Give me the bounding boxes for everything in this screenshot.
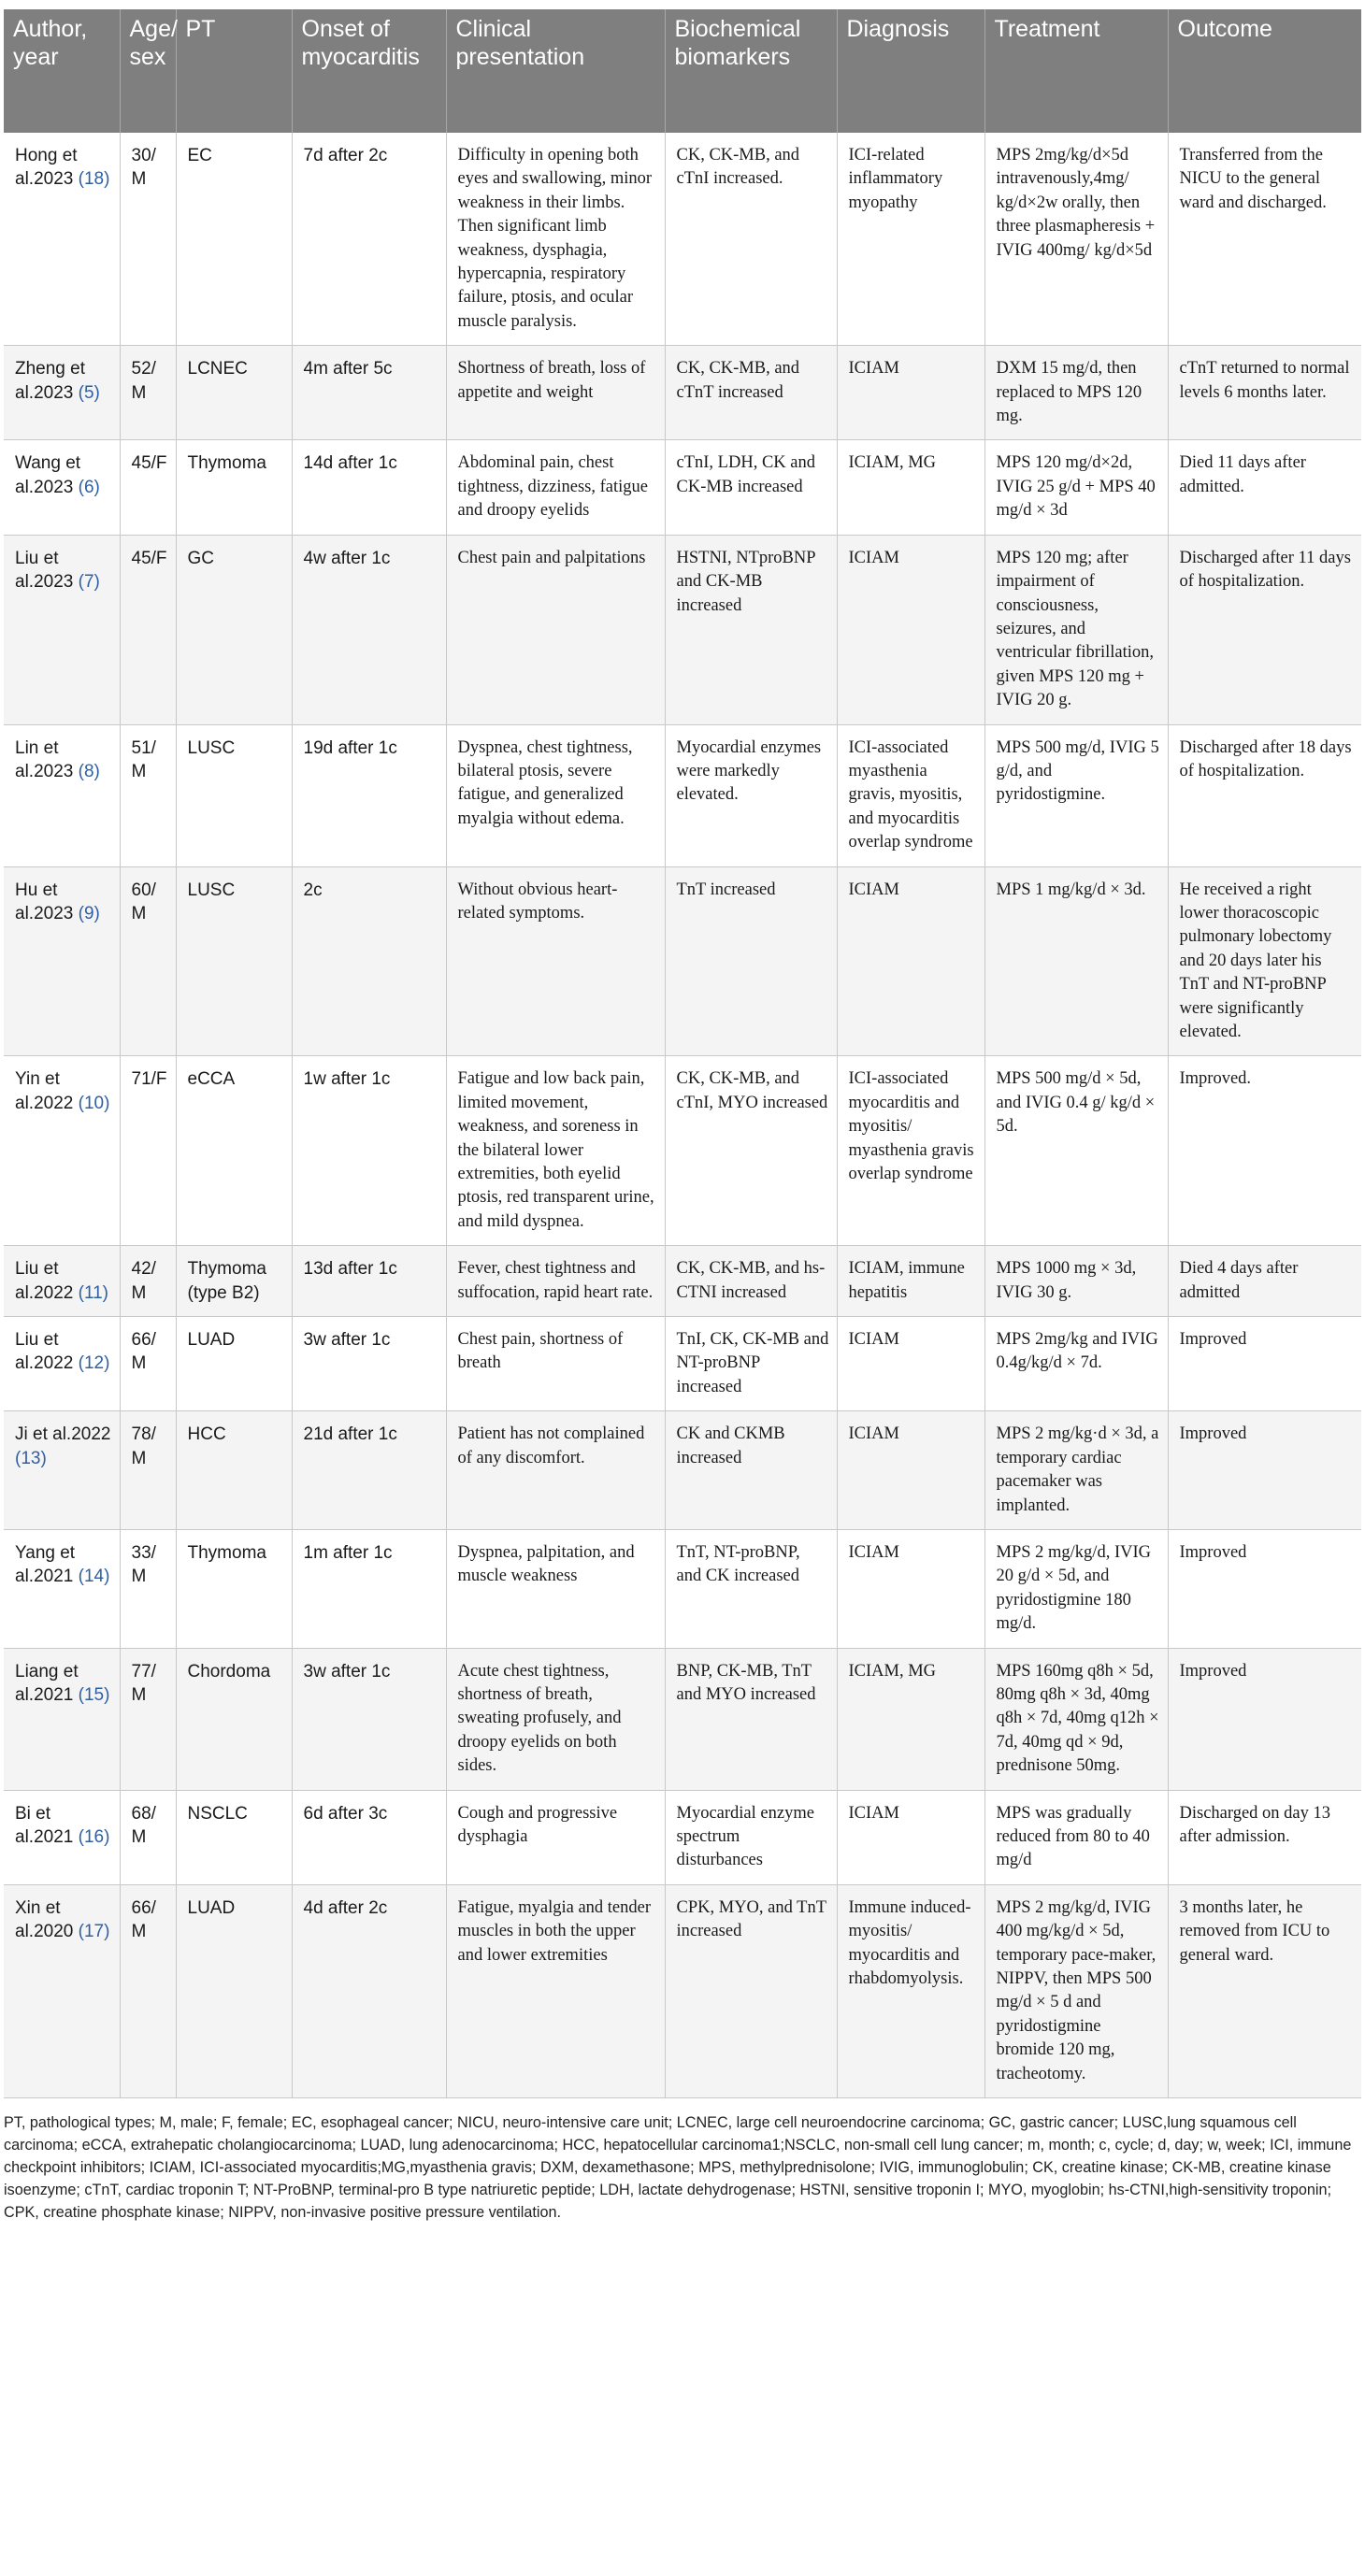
author-year-text: Liu et al.2022 bbox=[15, 1259, 74, 1303]
reference-link[interactable]: (13) bbox=[15, 1448, 47, 1468]
cell-treatment: MPS 1 mg/kg/d × 3d. bbox=[984, 866, 1168, 1056]
cell-treatment: MPS 120 mg; after impairment of consciousness, seizures, and ventricular fibrillation, given MPS 120 mg + IVIG 20 g. bbox=[984, 535, 1168, 724]
table-container bbox=[4, 9, 1361, 2224]
author-year-text: Lin et al.2023 bbox=[15, 737, 74, 781]
cell-treatment: MPS 2mg/kg and IVIG 0.4g/kg/d × 7d. bbox=[984, 1317, 1168, 1411]
cell-treatment: MPS 500 mg/d, IVIG 5 g/d, and pyridostigmine. bbox=[984, 724, 1168, 866]
cell-outcome: Died 4 days after admitted bbox=[1168, 1246, 1361, 1317]
author-year-text: Yang et al.2021 bbox=[15, 1542, 76, 1587]
cell-biomarkers: TnI, CK, CK-MB and NT-proBNP increased bbox=[665, 1317, 837, 1411]
cell-pt: LUAD bbox=[176, 1317, 292, 1411]
cell-treatment: DXM 15 mg/d, then replaced to MPS 120 mg. bbox=[984, 346, 1168, 440]
cell-onset: 4w after 1c bbox=[292, 535, 446, 724]
reference-link[interactable]: (15) bbox=[78, 1684, 110, 1705]
header-age-sex: Age/ sex bbox=[120, 9, 176, 133]
cell-pt: HCC bbox=[176, 1411, 292, 1530]
cell-diagnosis: ICIAM bbox=[837, 1317, 984, 1411]
cell-diagnosis: ICIAM bbox=[837, 866, 984, 1056]
author-year-text: Liu et al.2022 bbox=[15, 1330, 74, 1374]
cell-author-year bbox=[4, 1529, 120, 1648]
cell-diagnosis: ICI-related inflammatory myopathy bbox=[837, 133, 984, 346]
cell-pt: Thymoma bbox=[176, 440, 292, 535]
cell-pt: Thymoma (type B2) bbox=[176, 1246, 292, 1317]
cell-outcome: Improved. bbox=[1168, 1056, 1361, 1246]
cell-clinical-presentation: Without obvious heart-related symptoms. bbox=[446, 866, 665, 1056]
header-pt: PT bbox=[176, 9, 292, 133]
cell-pt: LUSC bbox=[176, 866, 292, 1056]
author-year-text: Hong et al.2023 bbox=[15, 146, 78, 190]
table-row bbox=[4, 1317, 1361, 1411]
cell-age-sex: 42/M bbox=[120, 1246, 176, 1317]
cell-biomarkers: CK, CK-MB, and cTnI, MYO increased bbox=[665, 1056, 837, 1246]
table-row bbox=[4, 866, 1361, 1056]
cell-pt: LUAD bbox=[176, 1884, 292, 2097]
author-year-text: Xin et al.2020 bbox=[15, 1897, 74, 1942]
cell-outcome: He received a right lower thoracoscopic pulmonary lobectomy and 20 days later his TnT and NT-proBNP were significantly elevated. bbox=[1168, 866, 1361, 1056]
cell-treatment: MPS 2 mg/kg·d × 3d, a temporary cardiac pacemaker was implanted. bbox=[984, 1411, 1168, 1530]
cell-author-year bbox=[4, 535, 120, 724]
cell-author-year bbox=[4, 724, 120, 866]
reference-link[interactable]: (10) bbox=[78, 1093, 110, 1113]
cell-treatment: MPS 500 mg/d × 5d, and IVIG 0.4 g/ kg/d × 5d. bbox=[984, 1056, 1168, 1246]
cell-age-sex: 45/F bbox=[120, 535, 176, 724]
cell-clinical-presentation: Fatigue and low back pain, limited movement, weakness, and soreness in the bilateral lower extremities, both eyelid ptosis, red transparent urine, and mild dyspnea. bbox=[446, 1056, 665, 1246]
cell-pt: Chordoma bbox=[176, 1648, 292, 1790]
cell-age-sex: 51/M bbox=[120, 724, 176, 866]
reference-link[interactable]: (6) bbox=[78, 477, 100, 497]
cell-treatment: MPS 160mg q8h × 5d, 80mg q8h × 3d, 40mg q8h × 7d, 40mg q12h × 7d, 40mg qd × 9d, prednisone 50mg. bbox=[984, 1648, 1168, 1790]
table-row bbox=[4, 133, 1361, 346]
cell-author-year bbox=[4, 866, 120, 1056]
cell-onset: 7d after 2c bbox=[292, 133, 446, 346]
author-year-text: Yin et al.2022 bbox=[15, 1069, 74, 1113]
cell-onset: 13d after 1c bbox=[292, 1246, 446, 1317]
cell-onset: 6d after 3c bbox=[292, 1790, 446, 1884]
cell-biomarkers: CPK, MYO, and TnT increased bbox=[665, 1884, 837, 2097]
header-treatment: Treatment bbox=[984, 9, 1168, 133]
cell-outcome: cTnT returned to normal levels 6 months later. bbox=[1168, 346, 1361, 440]
reference-link[interactable]: (18) bbox=[78, 169, 110, 190]
reference-link[interactable]: (7) bbox=[78, 572, 100, 593]
reference-link[interactable]: (16) bbox=[78, 1826, 110, 1847]
reference-link[interactable]: (11) bbox=[78, 1282, 109, 1303]
cell-age-sex: 60/M bbox=[120, 866, 176, 1056]
cell-diagnosis: ICIAM bbox=[837, 535, 984, 724]
cell-onset: 19d after 1c bbox=[292, 724, 446, 866]
cell-diagnosis: ICI-associated myasthenia gravis, myositis, and myocarditis overlap syndrome bbox=[837, 724, 984, 866]
table-row bbox=[4, 1648, 1361, 1790]
cell-author-year bbox=[4, 1790, 120, 1884]
cell-pt: LUSC bbox=[176, 724, 292, 866]
author-year-text: Ji et al.2022 bbox=[15, 1424, 111, 1445]
cell-clinical-presentation: Dyspnea, palpitation, and muscle weakness bbox=[446, 1529, 665, 1648]
cell-author-year bbox=[4, 133, 120, 346]
author-year-text: Zheng et al.2023 bbox=[15, 359, 85, 403]
cell-age-sex: 52/M bbox=[120, 346, 176, 440]
cell-outcome: 3 months later, he removed from ICU to general ward. bbox=[1168, 1884, 1361, 2097]
case-table bbox=[4, 9, 1361, 2098]
header-author: Author, year bbox=[4, 9, 120, 133]
cell-outcome: Transferred from the NICU to the general ward and discharged. bbox=[1168, 133, 1361, 346]
table-row bbox=[4, 724, 1361, 866]
header-biomarkers: Biochemical biomarkers bbox=[665, 9, 837, 133]
reference-link[interactable]: (5) bbox=[78, 382, 100, 403]
cell-biomarkers: CK and CKMB increased bbox=[665, 1411, 837, 1530]
table-footnote: PT, pathological types; M, male; F, female; EC, esophageal cancer; NICU, neuro-intensive care unit; LCNEC, large cell neuroendocrine carcinoma; GC, gastric cancer; LUSC,lung squamous cell carcinoma; eCCA, extrahepatic cholangiocarcinoma; LUAD, lung adenocarcinoma; HCC, hepatocellular carcinoma1;NSCLC, non-small cell lung cancer; m, month; c, cycle; d, day; w, week; ICI, immune checkpoint inhibitors; ICIAM, ICI-associated myocarditis;MG,myasthenia gravis; DXM, dexamethasone; MPS, methylprednisolone; IVIG, immunoglobulin; CK, creatine kinase; CK-MB, creatine kinase isoenzyme; cTnT, cardiac troponin T; NT-ProBNP, terminal-pro B type natriuretic peptide; LDH, lactate dehydrogenase; HSTNI, sensitive troponin I; MYO, myoglobin; hs-CTNI,high-sensitivity troponin; CPK, creatine phosphate kinase; NIPPV, non-invasive positive pressure ventilation. bbox=[4, 2114, 1352, 2222]
cell-author-year bbox=[4, 440, 120, 535]
cell-diagnosis: ICIAM bbox=[837, 346, 984, 440]
reference-link[interactable]: (12) bbox=[78, 1353, 110, 1374]
reference-link[interactable]: (14) bbox=[78, 1567, 110, 1587]
table-row bbox=[4, 1884, 1361, 2097]
cell-clinical-presentation: Difficulty in opening both eyes and swallowing, minor weakness in their limbs. Then significant limb weakness, dysphagia, hypercapnia, respiratory failure, ptosis, and ocular muscle paralysis. bbox=[446, 133, 665, 346]
table-row bbox=[4, 1411, 1361, 1530]
table-row bbox=[4, 1056, 1361, 1246]
cell-onset: 14d after 1c bbox=[292, 440, 446, 535]
cell-treatment: MPS 1000 mg × 3d, IVIG 30 g. bbox=[984, 1246, 1168, 1317]
reference-link[interactable]: (17) bbox=[78, 1922, 110, 1942]
reference-link[interactable]: (8) bbox=[78, 761, 100, 781]
cell-diagnosis: Immune induced-myositis/ myocarditis and rhabdomyolysis. bbox=[837, 1884, 984, 2097]
cell-clinical-presentation: Fatigue, myalgia and tender muscles in both the upper and lower extremities bbox=[446, 1884, 665, 2097]
cell-outcome: Discharged on day 13 after admission. bbox=[1168, 1790, 1361, 1884]
cell-age-sex: 45/F bbox=[120, 440, 176, 535]
cell-clinical-presentation: Abdominal pain, chest tightness, dizziness, fatigue and droopy eyelids bbox=[446, 440, 665, 535]
cell-age-sex: 33/M bbox=[120, 1529, 176, 1648]
cell-outcome: Improved bbox=[1168, 1648, 1361, 1790]
cell-pt: LCNEC bbox=[176, 346, 292, 440]
cell-pt: eCCA bbox=[176, 1056, 292, 1246]
cell-clinical-presentation: Chest pain and palpitations bbox=[446, 535, 665, 724]
cell-biomarkers: Myocardial enzymes were markedly elevated. bbox=[665, 724, 837, 866]
cell-onset: 2c bbox=[292, 866, 446, 1056]
cell-clinical-presentation: Acute chest tightness, shortness of breath, sweating profusely, and droopy eyelids on both sides. bbox=[446, 1648, 665, 1790]
cell-treatment: MPS 2 mg/kg/d, IVIG 400 mg/kg/d × 5d, temporary pace-maker, NIPPV, then MPS 500 mg/d × 5 d and pyridostigmine bromide 120 mg, tracheotomy. bbox=[984, 1884, 1168, 2097]
cell-onset: 1w after 1c bbox=[292, 1056, 446, 1246]
cell-biomarkers: CK, CK-MB, and hs-CTNI increased bbox=[665, 1246, 837, 1317]
cell-outcome: Died 11 days after admitted. bbox=[1168, 440, 1361, 535]
cell-diagnosis: ICIAM bbox=[837, 1411, 984, 1530]
cell-diagnosis: ICIAM, MG bbox=[837, 1648, 984, 1790]
cell-clinical-presentation: Shortness of breath, loss of appetite and weight bbox=[446, 346, 665, 440]
header-row bbox=[4, 9, 1361, 133]
table-row bbox=[4, 535, 1361, 724]
cell-outcome: Improved bbox=[1168, 1529, 1361, 1648]
cell-onset: 21d after 1c bbox=[292, 1411, 446, 1530]
table-row bbox=[4, 346, 1361, 440]
table-row bbox=[4, 440, 1361, 535]
author-year-text: Liang et al.2021 bbox=[15, 1661, 79, 1705]
cell-biomarkers: cTnI, LDH, CK and CK-MB increased bbox=[665, 440, 837, 535]
cell-treatment: MPS was gradually reduced from 80 to 40 mg/d bbox=[984, 1790, 1168, 1884]
cell-treatment: MPS 2mg/kg/d×5d intravenously,4mg/ kg/d×2w orally, then three plasmapheresis + IVIG 400mg/ kg/d×5d bbox=[984, 133, 1168, 346]
header-outcome: Outcome bbox=[1168, 9, 1361, 133]
cell-biomarkers: HSTNI, NTproBNP and CK-MB increased bbox=[665, 535, 837, 724]
cell-author-year bbox=[4, 1411, 120, 1530]
cell-onset: 3w after 1c bbox=[292, 1317, 446, 1411]
cell-outcome: Improved bbox=[1168, 1317, 1361, 1411]
cell-clinical-presentation: Fever, chest tightness and suffocation, rapid heart rate. bbox=[446, 1246, 665, 1317]
cell-diagnosis: ICIAM bbox=[837, 1790, 984, 1884]
cell-biomarkers: Myocardial enzyme spectrum disturbances bbox=[665, 1790, 837, 1884]
cell-pt: GC bbox=[176, 535, 292, 724]
cell-author-year bbox=[4, 1884, 120, 2097]
cell-onset: 4d after 2c bbox=[292, 1884, 446, 2097]
cell-clinical-presentation: Dyspnea, chest tightness, bilateral ptosis, severe fatigue, and generalized myalgia without edema. bbox=[446, 724, 665, 866]
cell-outcome: Discharged after 11 days of hospitalization. bbox=[1168, 535, 1361, 724]
header-clinical: Clinical presentation bbox=[446, 9, 665, 133]
cell-diagnosis: ICIAM bbox=[837, 1529, 984, 1648]
cell-biomarkers: CK, CK-MB, and cTnT increased bbox=[665, 346, 837, 440]
cell-onset: 3w after 1c bbox=[292, 1648, 446, 1790]
cell-biomarkers: BNP, CK-MB, TnT and MYO increased bbox=[665, 1648, 837, 1790]
header-onset: Onset of myocarditis bbox=[292, 9, 446, 133]
cell-age-sex: 66/M bbox=[120, 1317, 176, 1411]
cell-diagnosis: ICIAM, MG bbox=[837, 440, 984, 535]
cell-treatment: MPS 120 mg/d×2d, IVIG 25 g/d + MPS 40 mg/d × 3d bbox=[984, 440, 1168, 535]
cell-age-sex: 68/M bbox=[120, 1790, 176, 1884]
cell-biomarkers: CK, CK-MB, and cTnI increased. bbox=[665, 133, 837, 346]
cell-pt: EC bbox=[176, 133, 292, 346]
header-diagnosis: Diagnosis bbox=[837, 9, 984, 133]
cell-onset: 4m after 5c bbox=[292, 346, 446, 440]
cell-author-year bbox=[4, 346, 120, 440]
cell-diagnosis: ICI-associated myocarditis and myositis/ myasthenia gravis overlap syndrome bbox=[837, 1056, 984, 1246]
cell-biomarkers: TnT, NT-proBNP, and CK increased bbox=[665, 1529, 837, 1648]
cell-onset: 1m after 1c bbox=[292, 1529, 446, 1648]
cell-clinical-presentation: Chest pain, shortness of breath bbox=[446, 1317, 665, 1411]
reference-link[interactable]: (9) bbox=[78, 903, 100, 923]
author-year-text: Hu et al.2023 bbox=[15, 880, 74, 923]
cell-clinical-presentation: Cough and progressive dysphagia bbox=[446, 1790, 665, 1884]
cell-author-year bbox=[4, 1056, 120, 1246]
table-row bbox=[4, 1529, 1361, 1648]
cell-author-year bbox=[4, 1648, 120, 1790]
cell-clinical-presentation: Patient has not complained of any discomfort. bbox=[446, 1411, 665, 1530]
cell-age-sex: 78/M bbox=[120, 1411, 176, 1530]
table-row bbox=[4, 1790, 1361, 1884]
cell-author-year bbox=[4, 1246, 120, 1317]
cell-outcome: Improved bbox=[1168, 1411, 1361, 1530]
cell-pt: NSCLC bbox=[176, 1790, 292, 1884]
cell-age-sex: 30/M bbox=[120, 133, 176, 346]
author-year-text: Liu et al.2023 bbox=[15, 548, 74, 593]
cell-pt: Thymoma bbox=[176, 1529, 292, 1648]
cell-biomarkers: TnT increased bbox=[665, 866, 837, 1056]
author-year-text: Bi et al.2021 bbox=[15, 1803, 74, 1847]
cell-diagnosis: ICIAM, immune hepatitis bbox=[837, 1246, 984, 1317]
cell-outcome: Discharged after 18 days of hospitalization. bbox=[1168, 724, 1361, 866]
cell-age-sex: 66/M bbox=[120, 1884, 176, 2097]
table-row bbox=[4, 1246, 1361, 1317]
author-year-text: Wang et al.2023 bbox=[15, 453, 81, 497]
cell-treatment: MPS 2 mg/kg/d, IVIG 20 g/d × 5d, and pyridostigmine 180 mg/d. bbox=[984, 1529, 1168, 1648]
cell-age-sex: 71/F bbox=[120, 1056, 176, 1246]
cell-age-sex: 77/M bbox=[120, 1648, 176, 1790]
cell-author-year bbox=[4, 1317, 120, 1411]
